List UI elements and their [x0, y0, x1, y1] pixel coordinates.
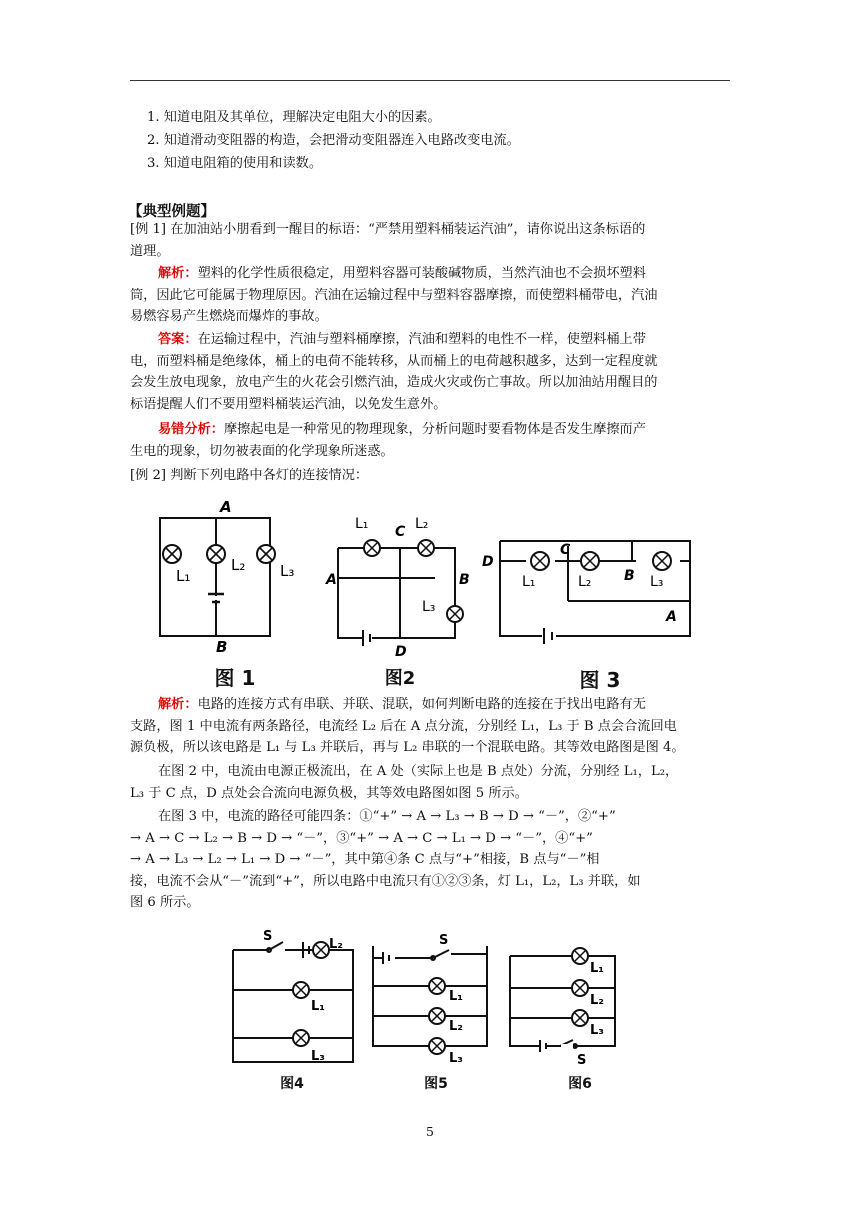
fig2-label-l2: L₂	[415, 516, 429, 532]
circuit-figures-4-6	[225, 928, 635, 1073]
fig3-label-l3: L₃	[650, 574, 664, 590]
fig2-label-d: D	[395, 644, 407, 660]
fig1-label-b: B	[216, 638, 228, 656]
fig5-caption: 图5	[424, 1076, 448, 1092]
goal-2: 2. 知道滑动变阻器的构造，会把滑动变阻器连入电路改变电流。	[147, 133, 520, 148]
fig2-caption: 图2	[384, 668, 416, 689]
fig2-label-b: B	[459, 572, 470, 588]
fig3-label-l2: L₂	[578, 574, 592, 590]
fig1-label-l2: L₂	[231, 556, 246, 574]
error-label: 易错分析：	[158, 422, 224, 437]
fig5-label-s: S	[439, 933, 449, 948]
goal-3: 3. 知道电阻箱的使用和读数。	[147, 156, 323, 171]
page-number: 5	[426, 1124, 434, 1139]
fig4-label-s: S	[263, 929, 273, 944]
example-2-analysis-p2: 在图 2 中，电流由电源正极流出，在 A 处（实际上也是 B 点处）分流，分别经 L₁，L₂， L₃ 于 C 点，D 点处会合流向电源负极，其等效电路图如图 5 所示。	[130, 764, 679, 801]
example-1-question: [例 1] 在加油站小朋看到一醒目的标语：“严禁用塑料桶装运汽油”，请你说出这条标语的 道理。	[130, 222, 646, 259]
fig2-label-l1: L₁	[355, 516, 369, 532]
example-1-error-analysis: 易错分析：摩擦起电是一种常见的物理现象，分析问题时要看物体是否发生摩擦而产 生电的现象，切勿被表面的化学现象所迷惑。	[130, 422, 646, 459]
section-heading: 【典型例题】	[128, 203, 215, 220]
fig6-label-s: S	[577, 1053, 587, 1068]
goal-1: 1. 知道电阻及其单位，理解决定电阻大小的因素。	[147, 110, 441, 125]
fig3-label-d: D	[482, 554, 494, 570]
fig5-label-l2: L₂	[449, 1019, 463, 1034]
fig3-label-a: A	[666, 609, 677, 625]
fig3-label-l1: L₁	[522, 574, 536, 590]
fig1-label-a: A	[220, 498, 232, 516]
fig2-label-l3: L₃	[422, 599, 436, 615]
fig6-caption: 图6	[568, 1076, 592, 1092]
fig3-label-b: B	[624, 568, 635, 584]
fig3-label-c: C	[560, 542, 571, 558]
fig4-label-l1: L₁	[311, 999, 325, 1014]
fig4-caption: 图4	[280, 1076, 304, 1092]
example-2-question: [例 2] 判断下列电路中各灯的连接情况：	[130, 468, 369, 483]
fig2-label-a: A	[326, 572, 337, 588]
answer-label: 答案：	[158, 332, 198, 347]
fig1-label-l1: L₁	[176, 567, 191, 585]
fig4-label-l3: L₃	[311, 1049, 325, 1064]
fig5-label-l3: L₃	[449, 1051, 463, 1066]
fig6-label-l1: L₁	[590, 961, 604, 976]
analysis-label-2: 解析：	[158, 697, 198, 712]
fig6-label-l2: L₂	[590, 993, 604, 1008]
fig3-caption: 图 3	[579, 668, 621, 692]
example-2-analysis-p1: 解析：电路的连接方式有串联、并联、混联，如何判断电路的连接在于找出电路有无 支路，图 1 中电流有两条路径，电流经 L₂ 后在 A 点分流，分别经 L₁，L₃ 于 B 点会合流回电 源负极，所以该电路是 L₁ 与 L₃ 并联后，再与 L₂ 串联的一个混联电路。其等效电路图是图 4。	[130, 697, 685, 755]
example-1-answer: 答案：在运输过程中，汽油与塑料桶摩擦，汽油和塑料的电性不一样，使塑料桶上带 电，而塑料桶是绝缘体，桶上的电荷不能转移，从而桶上的电荷越积越多，达到一定程度就 会发生放电现象，放电产生的火花会引燃汽油，造成火灾或伤亡事故。所以加油站用醒目的 标语提醒人们不要用塑料桶装运汽油，以免发生意外。	[130, 332, 658, 412]
fig2-label-c: C	[395, 524, 406, 540]
example-1-analysis: 解析：塑料的化学性质很稳定，用塑料容器可装酸碱物质，当然汽油也不会损坏塑料 筒，因此它可能属于物理原因。汽油在运输过程中与塑料容器摩擦，而使塑料桶带电，汽油 易燃容易产生燃烧而爆炸的事故。	[130, 266, 658, 324]
fig5-label-l1: L₁	[449, 989, 463, 1004]
fig4-label-l2: L₂	[329, 937, 343, 952]
fig1-caption: 图 1	[214, 666, 256, 690]
circuit-figures-1-3	[150, 496, 710, 661]
analysis-label: 解析：	[158, 266, 198, 281]
example-2-analysis-p3: 在图 3 中，电流的路径可能四条：①“+” → A → L₃ → B → D → “－”，②“+” → A → C → L₂ → B → D → “－”，③“+” → A → C → L₁ → D → “－”，④“+” → A → L₃ → L₂ → L₁ → D → “－”，其中第④条 C 点与“+”相接，B 点与“－”相 接，电流不会从“－”流到“+”，所以电路中电流只有①②③条，灯 L₁，L₂，L₃ 并联，如 图 6 所示。	[130, 809, 641, 910]
header-rule	[130, 80, 730, 81]
fig1-label-l3: L₃	[280, 562, 295, 580]
fig6-label-l3: L₃	[590, 1023, 604, 1038]
